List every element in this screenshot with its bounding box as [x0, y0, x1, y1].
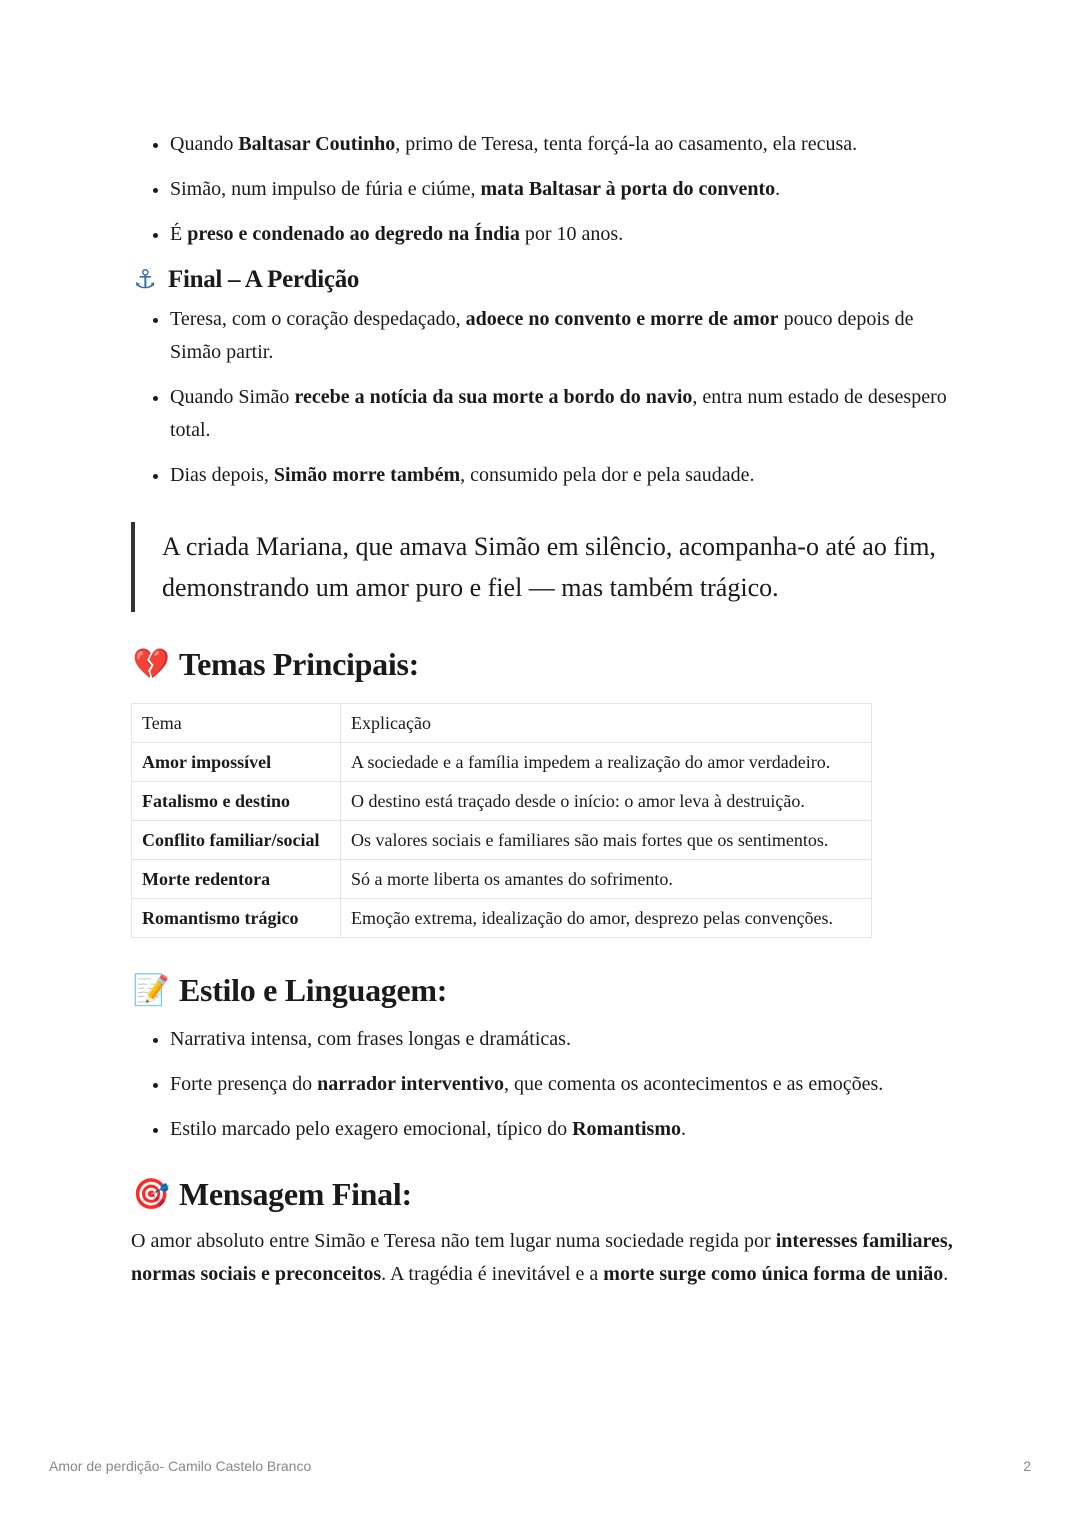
- table-cell-explicacao: Emoção extrema, idealização do amor, desprezo pelas convenções.: [341, 899, 872, 938]
- page-number: 2: [1023, 1458, 1031, 1474]
- section-heading-temas: [131, 646, 961, 683]
- table-cell-tema: Amor impossível: [132, 743, 341, 782]
- target-icon: 🎯: [132, 1177, 170, 1212]
- anchor-icon: ⚓: [133, 265, 157, 295]
- blockquote: A criada Mariana, que amava Simão em silêncio, acompanha-o até ao fim, demonstrando um amor puro e fiel — mas também trágico.: [131, 522, 961, 612]
- table-cell-explicacao: A sociedade e a família impedem a realização do amor verdadeiro.: [341, 743, 872, 782]
- section-heading-text: Temas Principais:: [179, 646, 419, 682]
- table-header-row: [132, 704, 872, 743]
- bullet-list-events: [131, 128, 961, 251]
- table-cell-explicacao: Só a morte liberta os amantes do sofrimento.: [341, 860, 872, 899]
- list-item: • Teresa, com o coração despedaçado, adoece no convento e morre de amor pouco depois de Simão partir.: [170, 303, 961, 369]
- table-cell-tema: Morte redentora: [132, 860, 341, 899]
- section-heading-estilo: [131, 972, 961, 1009]
- list-item: • Simão, num impulso de fúria e ciúme, mata Baltasar à porta do convento.: [170, 173, 961, 206]
- bullet-list-estilo: [131, 1023, 961, 1146]
- table-cell-tema: Romantismo trágico: [132, 899, 341, 938]
- table-header-cell: Explicação: [341, 704, 872, 743]
- table-cell-tema: Fatalismo e destino: [132, 782, 341, 821]
- table-row: [132, 860, 872, 899]
- table-header-cell: Tema: [132, 704, 341, 743]
- section-heading-mensagem: [131, 1176, 961, 1213]
- section-heading-text: Final – A Perdição: [168, 266, 360, 293]
- table-row: [132, 782, 872, 821]
- broken-heart-icon: 💔: [132, 647, 170, 682]
- list-item: • Dias depois, Simão morre também, consumido pela dor e pela saudade.: [170, 459, 961, 492]
- list-item: • Quando Simão recebe a notícia da sua morte a bordo do navio, entra num estado de desespero total.: [170, 381, 961, 447]
- table-cell-explicacao: O destino está traçado desde o início: o amor leva à destruição.: [341, 782, 872, 821]
- section-heading-text: Mensagem Final:: [179, 1176, 412, 1212]
- page-footer: [49, 1458, 1031, 1474]
- list-item: • É preso e condenado ao degredo na Índia por 10 anos.: [170, 218, 961, 251]
- list-item: • Quando Baltasar Coutinho, primo de Teresa, tenta forçá-la ao casamento, ela recusa.: [170, 128, 961, 161]
- final-message-paragraph: O amor absoluto entre Simão e Teresa não tem lugar numa sociedade regida por interesses familiares, normas sociais e preconceitos. A tragédia é inevitável e a morte surge como única forma de união.: [131, 1230, 953, 1285]
- table-cell-explicacao: Os valores sociais e familiares são mais fortes que os sentimentos.: [341, 821, 872, 860]
- table-row: [132, 821, 872, 860]
- section-heading-final: [128, 265, 961, 295]
- list-item: • Narrativa intensa, com frases longas e dramáticas.: [170, 1023, 961, 1056]
- table-row: [132, 743, 872, 782]
- themes-table: [131, 703, 872, 938]
- list-item: • Forte presença do narrador interventivo, que comenta os acontecimentos e as emoções.: [170, 1068, 961, 1101]
- bullet-list-final: [131, 303, 961, 492]
- footer-title: Amor de perdição- Camilo Castelo Branco: [49, 1458, 312, 1474]
- page-content: [131, 128, 961, 1291]
- section-heading-text: Estilo e Linguagem:: [179, 972, 448, 1008]
- memo-icon: 📝: [132, 973, 170, 1008]
- table-row: [132, 899, 872, 938]
- table-cell-tema: Conflito familiar/social: [132, 821, 341, 860]
- list-item: • Estilo marcado pelo exagero emocional, típico do Romantismo.: [170, 1113, 961, 1146]
